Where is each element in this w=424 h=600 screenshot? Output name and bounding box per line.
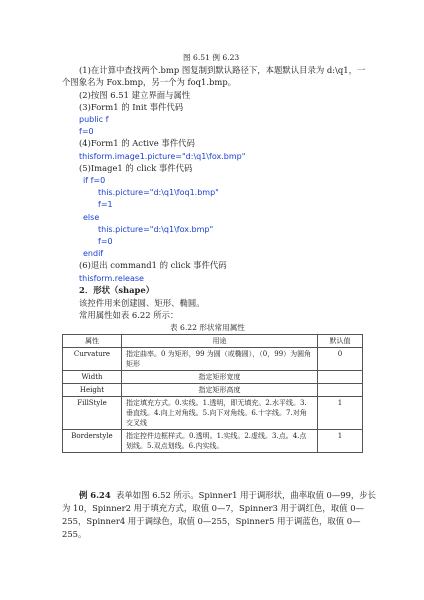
code-click-line-3: f=1 <box>98 200 113 209</box>
code-click-line-7: endif <box>83 249 104 258</box>
step-4: (4)Form1 的 Active 事件代码 <box>79 138 195 148</box>
step-1-line-1: (1)在计算中查找两个.bmp 图复制到默认路径下，本题默认目录为 d:\q1，一 <box>79 65 366 75</box>
table-cell-name: Height <box>63 384 122 397</box>
properties-table <box>62 334 363 453</box>
step-2: (2)按图 6.51 建立界面与属性 <box>79 90 191 100</box>
table-row <box>63 397 363 430</box>
step-1-line-2: 个图象名为 Fox.bmp，另一个为 foq1.bmp。 <box>62 77 237 87</box>
table-header-row <box>63 335 363 348</box>
table-row <box>63 371 363 384</box>
table-row <box>63 348 363 371</box>
example-line-3: 255，Spinner4 用于调绿色，取值 0—255，Spinner5 用于调蓝色，取值 0— <box>62 516 361 526</box>
code-init-line-1: public f <box>79 115 109 124</box>
code-click-line-6: f=0 <box>98 237 113 246</box>
code-init-line-2: f=0 <box>79 127 94 136</box>
table-cell-default: 1 <box>318 397 363 430</box>
code-active: thisform.image1.picture="d:\q1\fox.bmp" <box>79 152 246 161</box>
example-label: 例 6.24 <box>79 490 111 500</box>
table-cell-use: 指定控件边框样式。0.透明。1.实线。2.虚线。3.点。4.点划线。5.双点划线。6.内实线。 <box>122 430 318 453</box>
example-line-1 <box>79 490 376 501</box>
code-click-line-2: this.picture="d:\q1\foq1.bmp" <box>98 188 219 197</box>
table-header-default: 默认值 <box>318 335 363 348</box>
section-intro-2: 常用属性如表 6.22 所示： <box>79 310 179 320</box>
code-release: thisform.release <box>79 274 144 283</box>
table-caption: 表 6.22 形状常用属性 <box>170 323 245 332</box>
table-cell-name: Width <box>63 371 122 384</box>
table-row <box>63 384 363 397</box>
example-line-2: 为 10，Spinner2 用于填充方式，取值 0—7，Spinner3 用于调红色，取值 0— <box>62 503 364 513</box>
table-cell-use: 指定曲率。0 为矩形，99 为圆（或椭圆），（0，99）为圆角矩形 <box>122 348 318 371</box>
step-6: (6)退出 command1 的 click 事件代码 <box>79 260 227 270</box>
figure-caption: 图 6.51 例 6.23 <box>183 53 240 62</box>
table-row <box>63 430 363 453</box>
table-cell-default <box>318 384 363 397</box>
table-cell-name: Borderstyle <box>63 430 122 453</box>
table-cell-use: 指定矩形高度 <box>122 384 318 397</box>
table-cell-name: Curvature <box>63 348 122 371</box>
step-5: (5)Image1 的 click 事件代码 <box>79 163 193 173</box>
table-cell-default <box>318 371 363 384</box>
table-header-use: 用途 <box>122 335 318 348</box>
step-3: (3)Form1 的 Init 事件代码 <box>79 102 184 112</box>
table-cell-name: FillStyle <box>63 397 122 430</box>
table-cell-default: 1 <box>318 430 363 453</box>
table-cell-use: 指定填充方式。0.实线。1.透明，即无填充。2.水平线。3.垂直线。4.向上对角线。5.向下对角线。6.十字线。7.对角交叉线 <box>122 397 318 430</box>
section-heading: 2．形状（shape） <box>79 285 155 295</box>
example-line-4: 255。 <box>62 529 87 539</box>
section-intro-1: 该控件用来创建圆、矩形、椭圆。 <box>79 298 205 308</box>
code-click-line-4: else <box>83 213 100 222</box>
table-header-name: 属性 <box>63 335 122 348</box>
code-click-line-5: this.picture="d:\q1\fox.bmp" <box>98 225 214 234</box>
table-cell-default: 0 <box>318 348 363 371</box>
code-click-line-1: if f=0 <box>83 176 106 185</box>
table-cell-use: 指定矩形宽度 <box>122 371 318 384</box>
example-text-1: 表单如图 6.52 所示。Spinner1 用于调形状，曲率取值 0—99，步长 <box>116 490 377 500</box>
